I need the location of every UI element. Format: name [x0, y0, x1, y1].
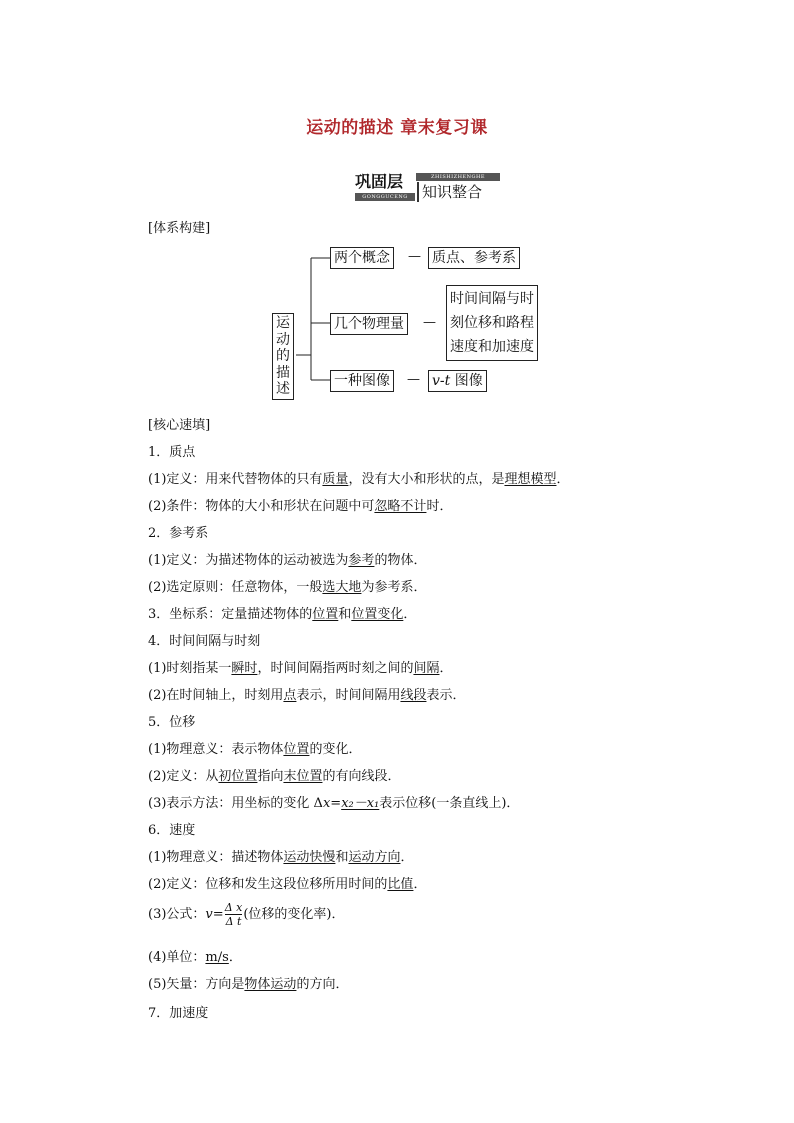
page-title: 运动的描述 章末复习课 — [306, 118, 488, 138]
item-line: (1)定义：为描述物体的运动被选为参考的物体． — [148, 553, 427, 568]
item-line: (1)物理意义：描述物体运动快慢和运动方向． — [148, 850, 414, 865]
root-char: 运 — [276, 315, 290, 331]
item-line: (5)矢量：方向是物体运动的方向． — [148, 977, 349, 992]
item-line: (2)条件：物体的大小和形状在问题中可忽略不计时． — [148, 499, 453, 514]
section-heading-structure: [体系构建] — [148, 221, 211, 236]
banner-left-text: 巩固层 — [355, 172, 404, 191]
item-line-formula: (3)公式：v= $\frac{\text{Δ x}}{\text{Δ t}}$ (位移的变化率)． — [148, 901, 345, 928]
branch-connector: — — [423, 315, 436, 330]
branch-one-graph: 一种图像 — [330, 370, 394, 392]
item-heading: 2．参考系 — [148, 526, 209, 541]
vt-symbol: v-t — [432, 373, 451, 389]
item-heading: 5．位移 — [148, 715, 196, 730]
root-char: 描 — [276, 364, 290, 381]
root-char: 述 — [276, 381, 290, 397]
root-char: 的 — [276, 348, 290, 364]
item-line: (1)定义：用来代替物体的只有质量，没有大小和形状的点，是理想模型． — [148, 472, 570, 487]
item-heading: 4．时间间隔与时刻 — [148, 634, 261, 649]
item-heading: 7．加速度 — [148, 1006, 209, 1021]
target-quantities-line: 时间间隔与时 — [450, 291, 534, 307]
vt-text: 图像 — [450, 373, 483, 389]
item-line: (2)定义：位移和发生这段位移所用时间的比值． — [148, 877, 427, 892]
branch-two-concepts: 两个概念 — [330, 247, 394, 269]
banner-left-sub: GONGGUCENG — [355, 193, 415, 201]
item-line: (2)选定原则：任意物体，一般选大地为参考系． — [148, 580, 427, 595]
target-quantities-line: 速度和加速度 — [450, 339, 534, 355]
target-quantities-line: 刻位移和路程 — [450, 315, 534, 331]
banner-right-text: 知识整合 — [417, 182, 504, 202]
concept-diagram-lines — [0, 0, 794, 420]
item-line: (1)物理意义：表示物体位置的变化． — [148, 742, 362, 757]
item-heading: 1．质点 — [148, 445, 196, 460]
velocity-fraction: $\frac{\text{Δ x}}{\text{Δ t}}$ — [224, 901, 243, 928]
item-line: (2)在时间轴上，时刻用点表示，时间间隔用线段表示． — [148, 688, 466, 703]
target-particle-reference: 质点、参考系 — [428, 247, 520, 269]
branch-physical-quantities: 几个物理量 — [330, 313, 408, 335]
item-line: (2)定义：从初位置指向末位置的有向线段． — [148, 769, 401, 784]
root-char: 动 — [276, 331, 290, 348]
item-line: (1)时刻指某一瞬时，时间间隔指两时刻之间的间隔． — [148, 661, 453, 676]
target-vt-graph — [428, 370, 487, 392]
item-heading: 6．速度 — [148, 823, 196, 838]
banner-right-sub: ZHISHIZHENGHE — [416, 173, 500, 181]
target-quantities — [446, 285, 538, 361]
item-line: (3)表示方法：用坐标的变化 Δx=x₂－x₁表示位移(一条直线上)． — [148, 796, 520, 811]
branch-connector: — — [407, 372, 420, 387]
item-heading: 3．坐标系：定量描述物体的位置和位置变化． — [148, 607, 417, 622]
branch-connector: — — [408, 249, 421, 264]
section-banner — [355, 172, 500, 204]
item-line: (4)单位：m/s． — [148, 950, 242, 965]
section-heading-core: [核心速填] — [148, 418, 211, 433]
diagram-root-box — [272, 313, 294, 400]
